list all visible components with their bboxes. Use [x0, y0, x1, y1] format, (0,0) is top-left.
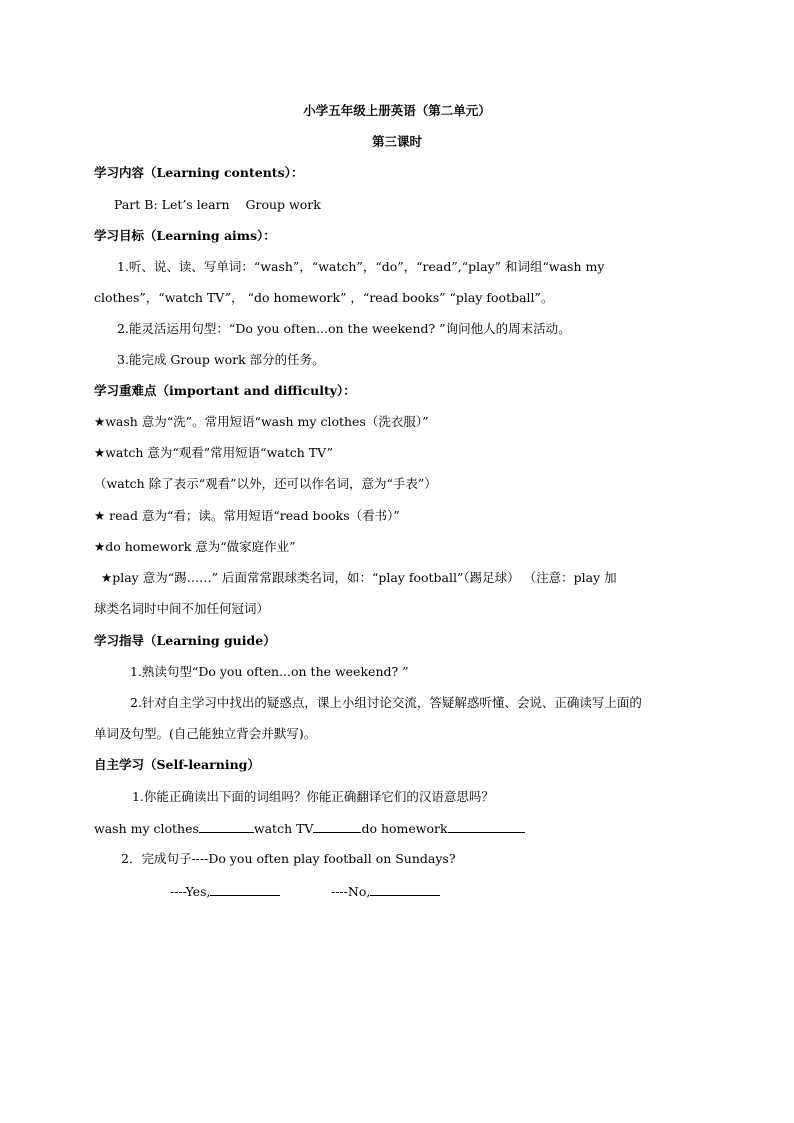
keypoint-play-line-1: ★play 意为“踢……” 后面常常跟球类名词，如：“play football”（踢足球） （注意：play 加: [101, 570, 617, 585]
yes-label: ----Yes,: [170, 884, 211, 899]
page-subtitle: 第三课时: [371, 134, 422, 149]
keypoint-watch-note: （watch 除了表示“观看”以外，还可以作名词，意为“手表”）: [94, 476, 437, 491]
aims-item-1-line-2: clothes”，“watch TV”， “do homework” ，“read books” “play football”。: [94, 290, 554, 305]
answer-blank[interactable]: [370, 883, 440, 896]
guide-item-2-line-1: 2.针对自主学习中找出的疑惑点，课上小组讨论交流，答疑解惑听懂、会说、正确读写上面的: [130, 695, 642, 710]
self-question-2: 2．完成句子----Do you often play football on Sundays?: [121, 851, 456, 866]
self-question-1: 1.你能正确读出下面的词组吗？你能正确翻译它们的汉语意思吗？: [132, 789, 494, 804]
keypoint-wash: ★wash 意为“洗”。常用短语“wash my clothes（洗衣服）”: [94, 414, 429, 429]
phrase-do-homework: do homework: [361, 821, 448, 836]
section-heading-keypoints: 学习重难点（important and difficulty）：: [94, 383, 356, 398]
keypoint-read: ★ read 意为“看；读。常用短语“read books（看书）”: [94, 508, 400, 523]
phrase-blanks-row: [94, 820, 525, 837]
section-heading-guide: 学习指导（Learning guide）: [94, 633, 276, 648]
section-heading-self-learning: 自主学习（Self-learning）: [94, 757, 260, 772]
keypoint-watch: ★watch 意为“观看”常用短语“watch TV”: [94, 445, 333, 460]
guide-item-2-line-2: 单词及句型。(自己能独立背会并默写)。: [94, 726, 317, 741]
answer-blank[interactable]: [448, 820, 525, 833]
no-label: ----No,: [331, 884, 371, 899]
section-heading-aims: 学习目标（Learning aims）：: [94, 228, 276, 243]
aims-item-2: 2.能灵活运用句型：“Do you often...on the weekend? ”询问他人的周末活动。: [117, 321, 571, 336]
answer-blank[interactable]: [199, 820, 254, 833]
aims-item-3: 3.能完成 Group work 部分的任务。: [117, 352, 325, 367]
contents-line: Part B: Let’s learn Group work: [114, 197, 321, 212]
guide-item-1: 1.熟读句型“Do you often...on the weekend? ”: [130, 664, 409, 679]
phrase-wash-my-clothes: wash my clothes: [94, 821, 199, 836]
page-title: 小学五年级上册英语（第二单元）: [303, 103, 491, 118]
answer-blank[interactable]: [313, 820, 361, 833]
yes-answer-row: [170, 883, 280, 900]
keypoint-do-homework: ★do homework 意为“做家庭作业”: [94, 539, 296, 554]
no-answer-row: [331, 883, 440, 900]
section-heading-contents: 学习内容（Learning contents）：: [94, 165, 304, 180]
phrase-watch-tv: watch TV: [253, 821, 314, 836]
aims-item-1-line-1: 1.听、说、读、写单词：“wash”，“watch”，“do”，“read”,“play” 和词组“wash my: [117, 259, 605, 274]
answer-blank[interactable]: [210, 883, 280, 896]
keypoint-play-line-2: 球类名词时中间不加任何冠词）: [94, 601, 270, 616]
